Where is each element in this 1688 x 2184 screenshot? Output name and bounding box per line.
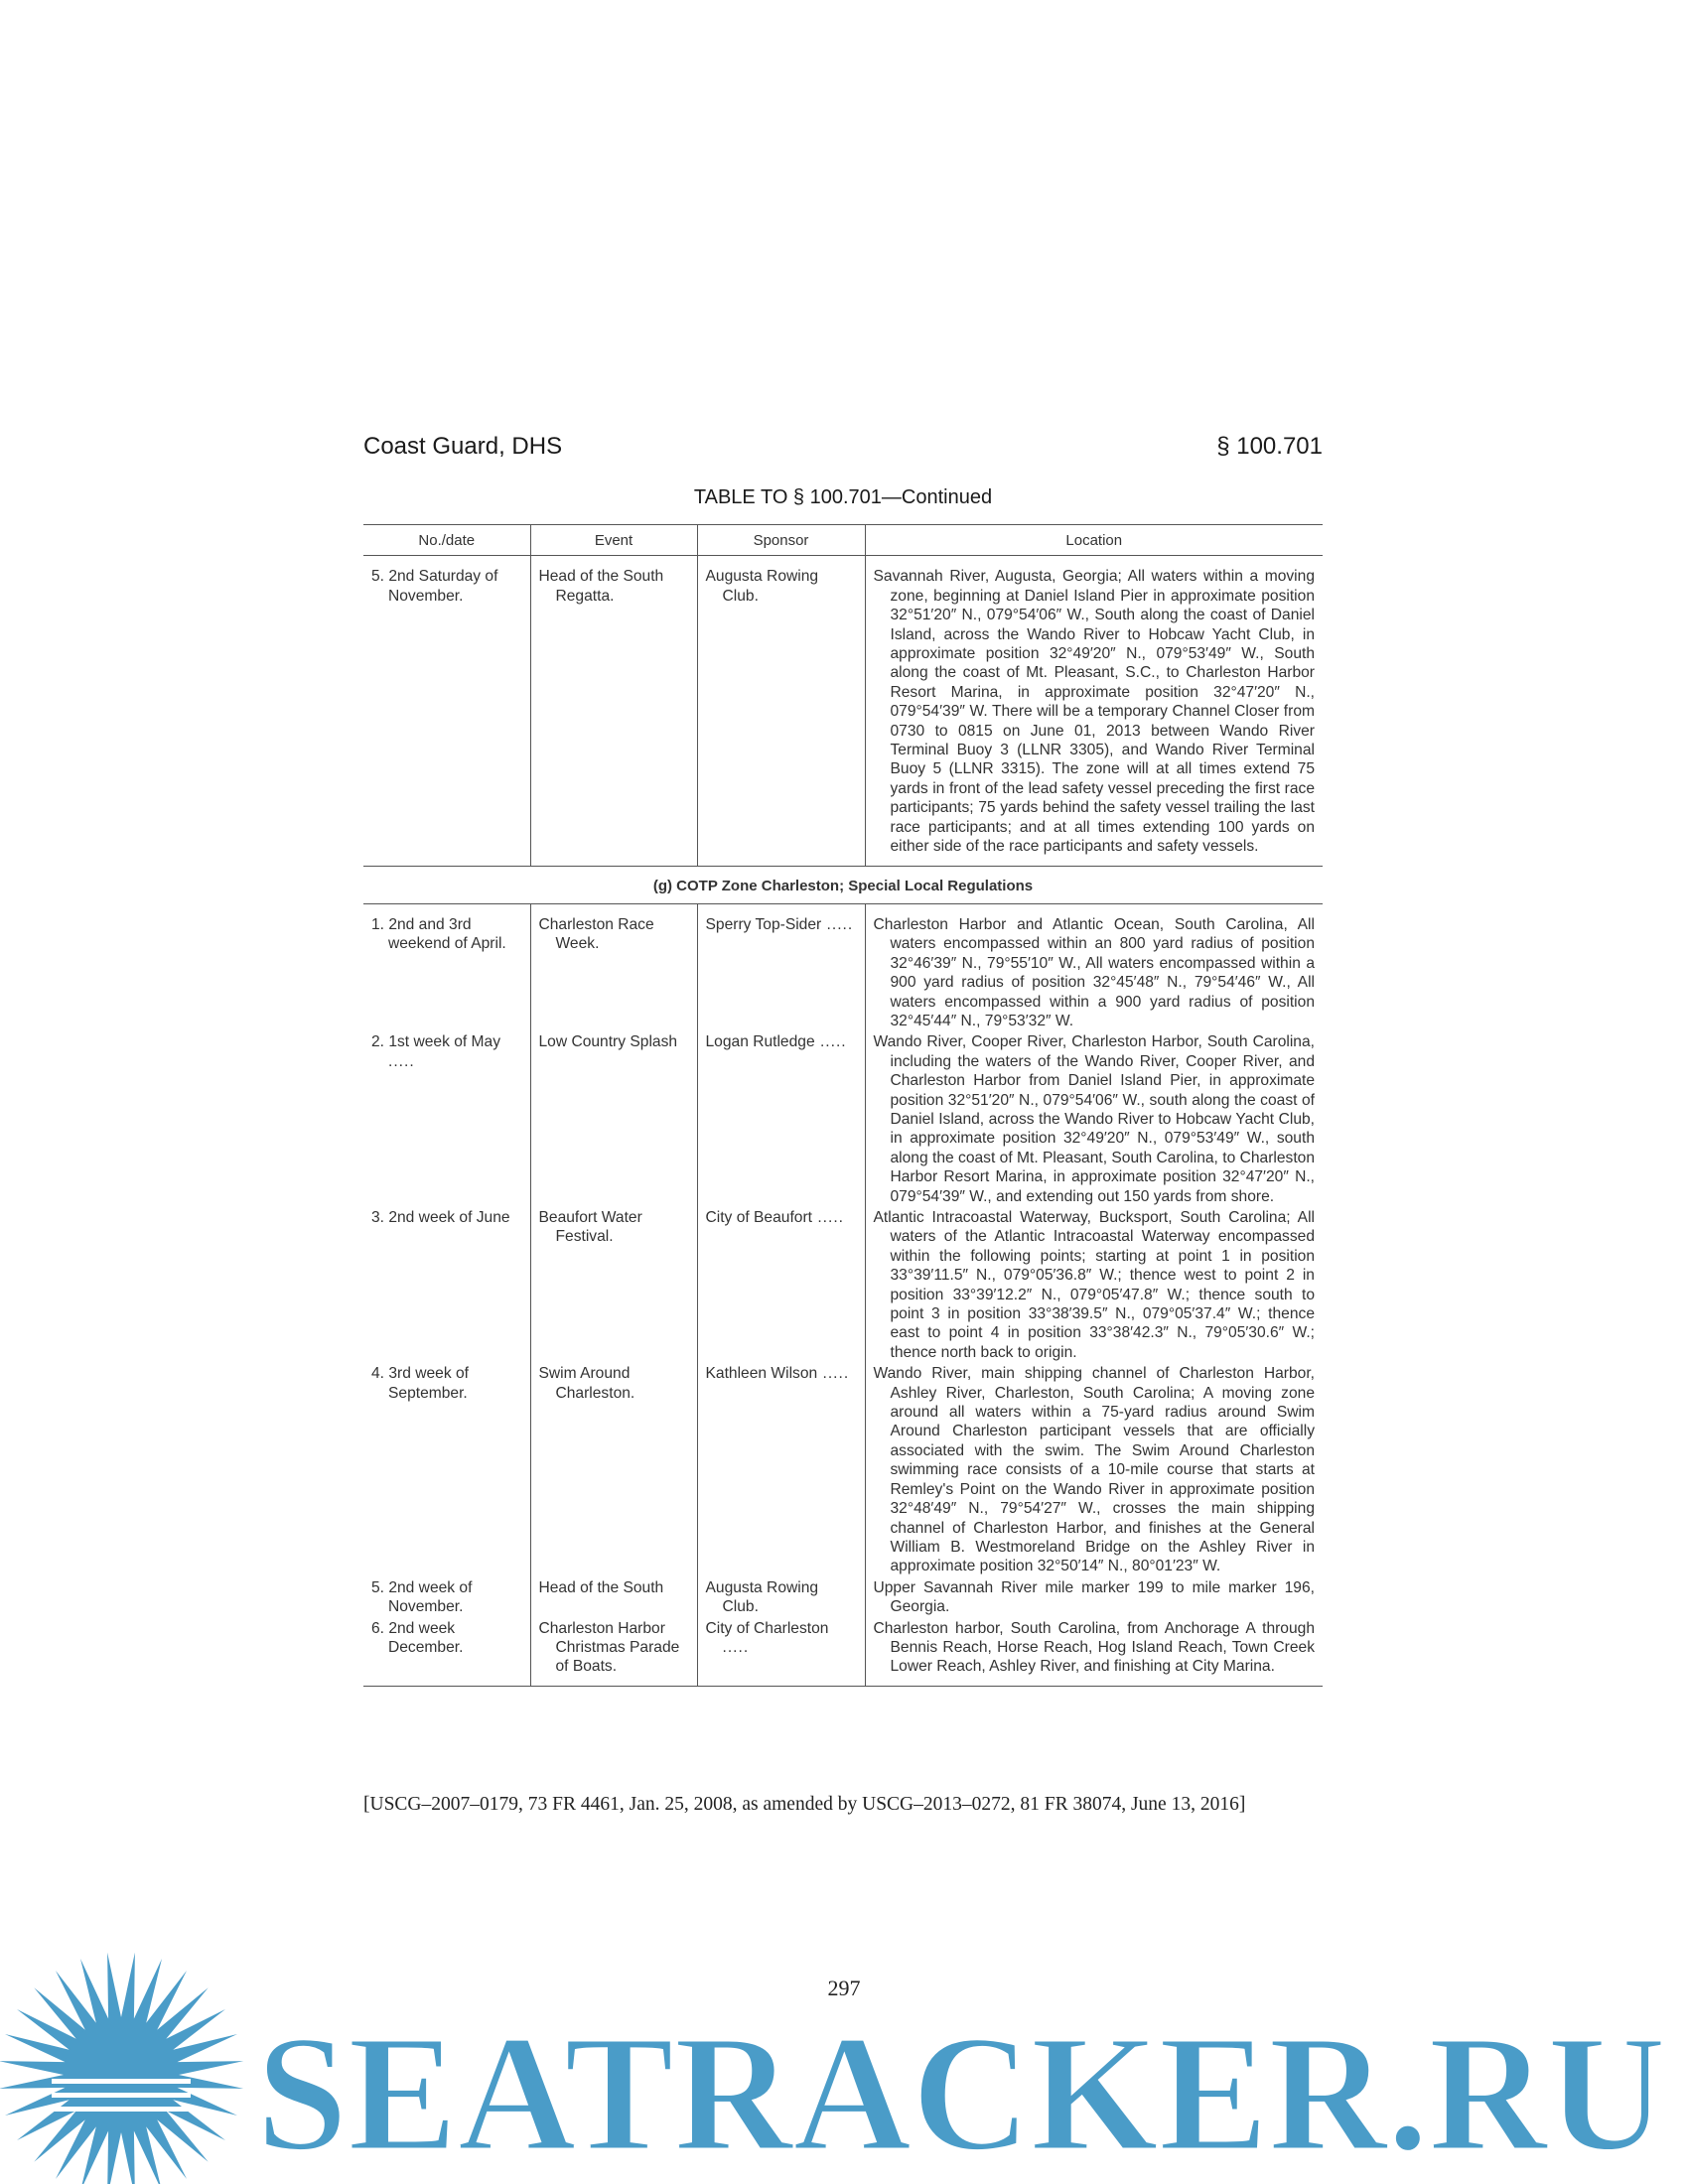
sun-wave-line: [52, 2079, 191, 2084]
row-date: 4. 3rd week of September.: [371, 1365, 469, 1402]
table-row: [363, 1577, 1323, 1618]
group-heading-row: [363, 866, 1323, 903]
sun-disc: [64, 2017, 179, 2132]
row-location: Wando River, Cooper River, Charleston Harbor, South Carolina, including the waters of the Wando River, Cooper River, and Charleston Harbor from Daniel Island Pier, in approximate position 32°51′20″ N., 079°54′06″ W., south along the coast of Daniel Island, across the Wando River to Hobcaw Yacht Club, in approximate position 32°49′20″ N., 079°53′49″ W., south along the coast of Mt. Pleasant, South Carolina, to Charleston Harbor Resort Marina, in approximate position 32°47′20″ N., 079°54′39″ W., and extending out 150 yards from shore.: [873, 1033, 1315, 1205]
row-event: Charleston Race Week.: [538, 915, 654, 953]
row-date: 5. 2nd week of November.: [371, 1578, 473, 1616]
table-row: [363, 556, 1323, 866]
row-sponsor: City of Charleston .....: [706, 1619, 857, 1658]
row-event: Swim Around Charleston.: [538, 1365, 635, 1402]
table-row: [363, 1031, 1323, 1207]
row-event: Head of the South Regatta.: [538, 568, 664, 605]
row-location: Savannah River, Augusta, Georgia; All waters within a moving zone, beginning at Daniel Island Pier in approximate position 32°51′20″ N., 079°54′06″ W., South along the coast of Daniel Island, across the Wando River to Hobcaw Yacht Club, in approximate position 32°49′20″ N., 079°53′49″ W., South along the coast of Mt. Pleasant, S.C., to Charleston Harbor Resort Marina, in approximate position 32°47′20″ N., 079°54′39″ W. There will be a temporary Channel Closer from 0730 to 0815 on June 01, 2013 between Wando River Terminal Buoy 3 (LLNR 3305), and Wando River Terminal Buoy 5 (LLNR 3315). The zone will at all times extend 75 yards in front of the lead safety vessel preceding the first race participants; 75 yards behind the safety vessel trailing the last race participants; and at all times extending 100 yards on either side of the race participants and safety vessels.: [873, 568, 1315, 856]
row-location: Upper Savannah River mile marker 199 to mile marker 196, Georgia.: [873, 1578, 1315, 1616]
section-number: § 100.701: [1216, 433, 1323, 460]
table-row: [363, 903, 1323, 1031]
table-row: [363, 1207, 1323, 1363]
table-title: TABLE TO § 100.701—Continued: [693, 486, 993, 508]
row-sponsor: City of Beaufort .....: [706, 1208, 857, 1227]
row-date: 1. 2nd and 3rd weekend of April.: [371, 915, 506, 953]
row-event: Low Country Splash: [538, 1033, 678, 1051]
group-heading: (g) COTP Zone Charleston; Special Local Regulations: [363, 866, 1323, 903]
table-row: [363, 1618, 1323, 1687]
row-event: Beaufort Water Festival.: [538, 1209, 642, 1246]
row-sponsor: Logan Rutledge .....: [706, 1032, 857, 1051]
row-location: Charleston Harbor and Atlantic Ocean, South Carolina, All waters encompassed within an 800 yard radius of position 32°46′39″ N., 79°55′10″ W., All waters encompassed within a 900 yard radius of position 32°45′48″ N., 79°54′46″ W., All waters encompassed within a 900 yard radius of position 32°45′44″ N., 79°53′32″ W.: [873, 915, 1315, 1029]
page-number: 297: [827, 1976, 861, 2000]
sun-wave-line: [52, 2107, 191, 2112]
row-location: Charleston harbor, South Carolina, from Anchorage A through Bennis Reach, Horse Reach, Hog Island Reach, Town Creek Lower Reach, Ashley River, and finishing at City Marina.: [873, 1619, 1315, 1676]
row-date: 3. 2nd week of June: [371, 1209, 510, 1226]
agency-title: Coast Guard, DHS: [363, 433, 563, 460]
table-row: [363, 1363, 1323, 1576]
watermark-text: SEATRACKER.RU: [256, 2001, 1666, 2184]
table-header-row: [363, 525, 1323, 556]
row-date: 6. 2nd week December.: [371, 1619, 464, 1656]
row-sponsor: Kathleen Wilson .....: [706, 1364, 857, 1383]
row-event: Charleston Harbor Christmas Parade of Boats.: [538, 1619, 680, 1676]
row-date: 5. 2nd Saturday of November.: [371, 568, 498, 605]
row-sponsor: Augusta Rowing Club.: [705, 1578, 819, 1616]
row-date: 2. 1st week of May .....: [371, 1032, 522, 1071]
row-location: Atlantic Intracoastal Waterway, Bucksport, South Carolina; All waters of the Atlantic Intracoastal Waterway encompassed within the following points; starting at point 1 in position 33°39′11.5″ N., 079°05′36.8″ W.; thence west to point 2 in position 33°39′12.2″ N., 079°05′47.8″ W.; thence south to point 3 in position 33°38′39.5″ N., 079°05′37.4″ W.; thence east to point 4 in position 33°38′42.3″ N., 79°05′30.6″ W.; thence north back to origin.: [873, 1209, 1315, 1361]
column-header-sponsor: Sponsor: [697, 525, 865, 556]
running-head: [363, 433, 1323, 461]
seatracker-watermark: [0, 1926, 1688, 2184]
column-header-date: No./date: [363, 525, 530, 556]
regulation-table: [363, 524, 1323, 1687]
amendment-citation: [USCG–2007–0179, 73 FR 4461, Jan. 25, 2008, as amended by USCG–2013–0272, 81 FR 38074, June 13, 2016]: [363, 1794, 1246, 1815]
row-sponsor: Sperry Top-Sider .....: [706, 915, 857, 934]
row-event: Head of the South: [538, 1578, 664, 1596]
row-sponsor: Augusta Rowing Club.: [705, 568, 819, 605]
column-header-event: Event: [530, 525, 697, 556]
column-header-location: Location: [865, 525, 1323, 556]
sun-wave-line: [52, 2093, 191, 2098]
row-location: Wando River, main shipping channel of Charleston Harbor, Ashley River, Charleston, South Carolina; A moving zone around all waters within a 75-yard radius around Swim Around Charleston participant vessels that are officially associated with the swim. The Swim Around Charleston swimming race consists of a 10-mile course that starts at Remley's Point on the Wando River in approximate position 32°48′49″ N., 79°54′27″ W., crosses the main shipping channel of Charleston Harbor, and finishes at the General William B. Westmoreland Bridge on the Ashley River in approximate position 32°50′14″ N., 80°01′23″ W.: [873, 1365, 1315, 1575]
